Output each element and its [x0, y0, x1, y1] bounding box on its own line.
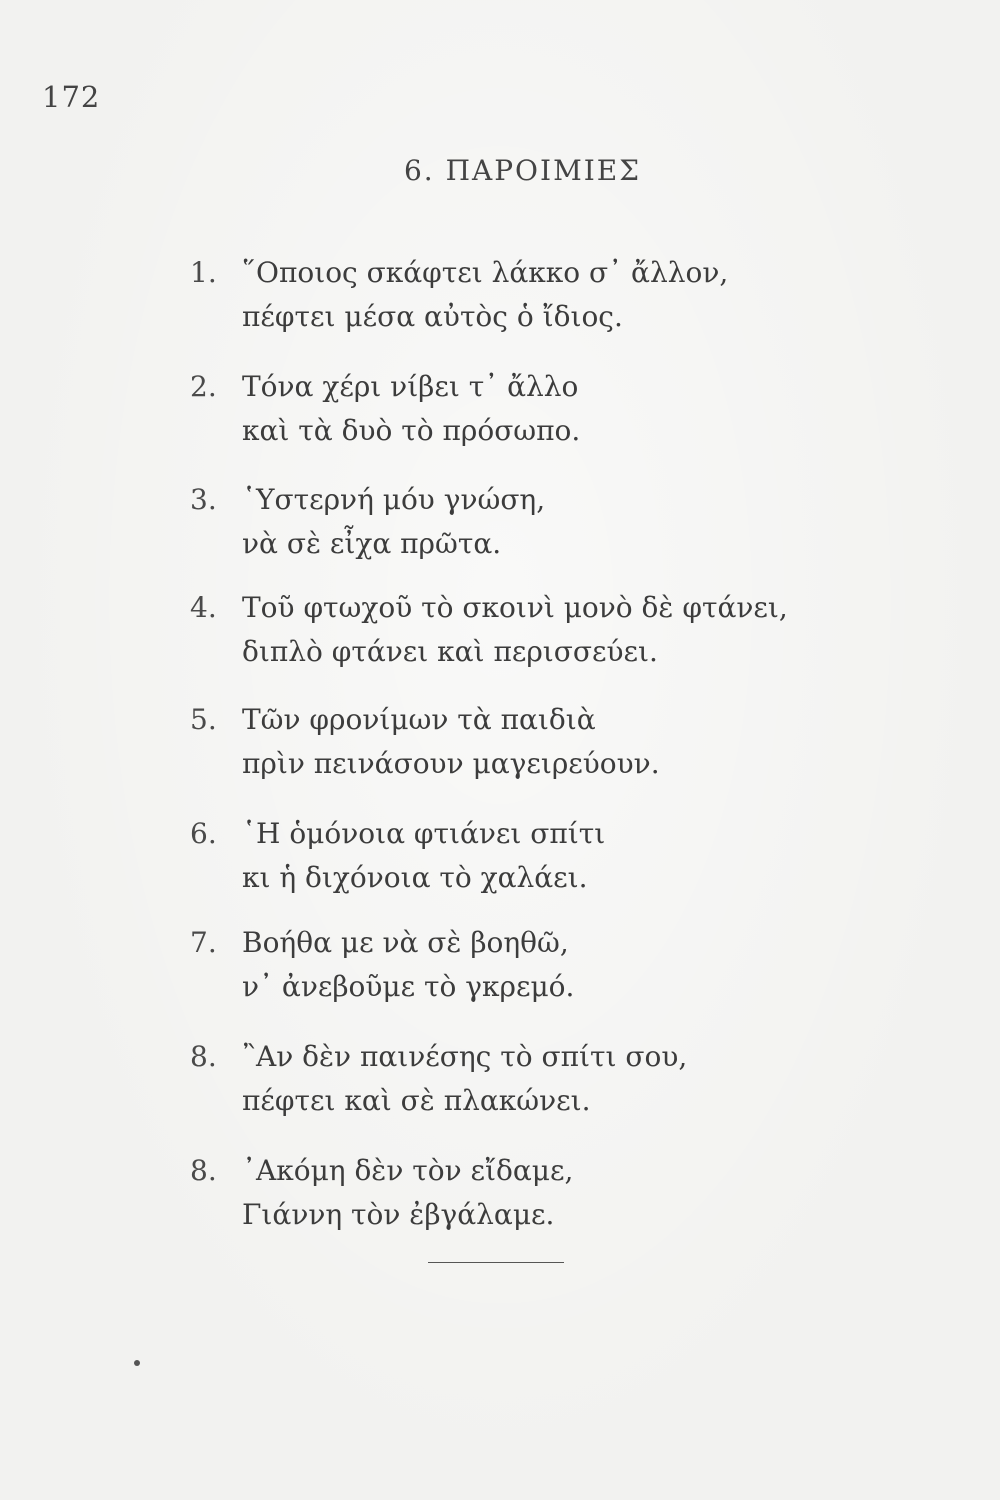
- proverb-line-2: πέφτει μέσα αὐτὸς ὁ ἴδιος.: [242, 300, 623, 333]
- proverb-line-1: [190, 698, 890, 742]
- proverb-line-1: [190, 478, 890, 522]
- proverb-item: [190, 1149, 890, 1237]
- proverb-item: [190, 812, 890, 900]
- section-title: 6. ΠΑΡΟΙΜΙΕΣ: [403, 154, 642, 187]
- proverb-text: ᾽Ακόμη δὲν τὸν εἴδαμε,: [242, 1154, 574, 1187]
- proverb-number: 6.: [190, 817, 217, 850]
- ink-speck: [134, 1360, 140, 1366]
- proverb-number: 4.: [190, 591, 217, 624]
- proverb-line-1: [190, 1149, 890, 1193]
- proverb-text: ῾Υστερνή μόυ γνώση,: [242, 483, 546, 516]
- proverb-item: [190, 251, 890, 339]
- proverb-line-1: [190, 812, 890, 856]
- proverb-line-2: ν᾽ ἀνεβοῦμε τὸ γκρεμό.: [242, 970, 575, 1003]
- proverb-line-1: [190, 1035, 890, 1079]
- proverb-line-1: [190, 251, 890, 295]
- proverb-text: ῞Οποιος σκάφτει λάκκο σ᾽ ἄλλον,: [242, 256, 729, 289]
- proverb-text: ῍Αν δὲν παινέσης τὸ σπίτι σου,: [242, 1040, 688, 1073]
- proverb-line-2: κι ἡ διχόνοια τὸ χαλάει.: [242, 861, 588, 894]
- proverb-item: [190, 365, 890, 453]
- proverb-number: 5.: [190, 703, 217, 736]
- page-number: 172: [42, 80, 101, 114]
- proverb-line-1: [190, 365, 890, 409]
- proverb-line-1: [190, 586, 890, 630]
- proverb-line-2: νὰ σὲ εἶχα πρῶτα.: [242, 527, 502, 560]
- proverb-text: Τῶν φρονίμων τὰ παιδιὰ: [242, 703, 596, 736]
- proverb-text: Τόνα χέρι νίβει τ᾽ ἄλλο: [242, 370, 579, 403]
- proverb-number: 1.: [190, 256, 217, 289]
- proverb-line-2: πρὶν πεινάσουν μαγειρεύουν.: [242, 747, 660, 780]
- proverb-text: ῾Η ὁμόνοια φτιάνει σπίτι: [242, 817, 606, 850]
- proverb-item: [190, 698, 890, 786]
- proverb-number: 7.: [190, 926, 217, 959]
- proverb-number: 2.: [190, 370, 217, 403]
- proverb-line-1: [190, 921, 890, 965]
- proverb-item: [190, 1035, 890, 1123]
- proverb-number: 3.: [190, 483, 217, 516]
- proverb-text: Τοῦ φτωχοῦ τὸ σκοινὶ μονὸ δὲ φτάνει,: [242, 591, 788, 624]
- proverb-line-2: διπλὸ φτάνει καὶ περισσεύει.: [242, 635, 658, 668]
- proverb-line-2: Γιάννη τὸν ἐβγάλαμε.: [242, 1198, 555, 1231]
- proverb-line-2: καὶ τὰ δυὸ τὸ πρόσωπο.: [242, 414, 581, 447]
- proverb-item: [190, 921, 890, 1009]
- proverb-number: 8.: [190, 1154, 217, 1187]
- proverb-item: [190, 586, 890, 674]
- proverb-line-2: πέφτει καὶ σὲ πλακώνει.: [242, 1084, 591, 1117]
- proverb-item: [190, 478, 890, 566]
- proverb-number: 8.: [190, 1040, 217, 1073]
- proverb-text: Βοήθα με νὰ σὲ βοηθῶ,: [242, 926, 569, 959]
- closing-rule: [428, 1262, 564, 1263]
